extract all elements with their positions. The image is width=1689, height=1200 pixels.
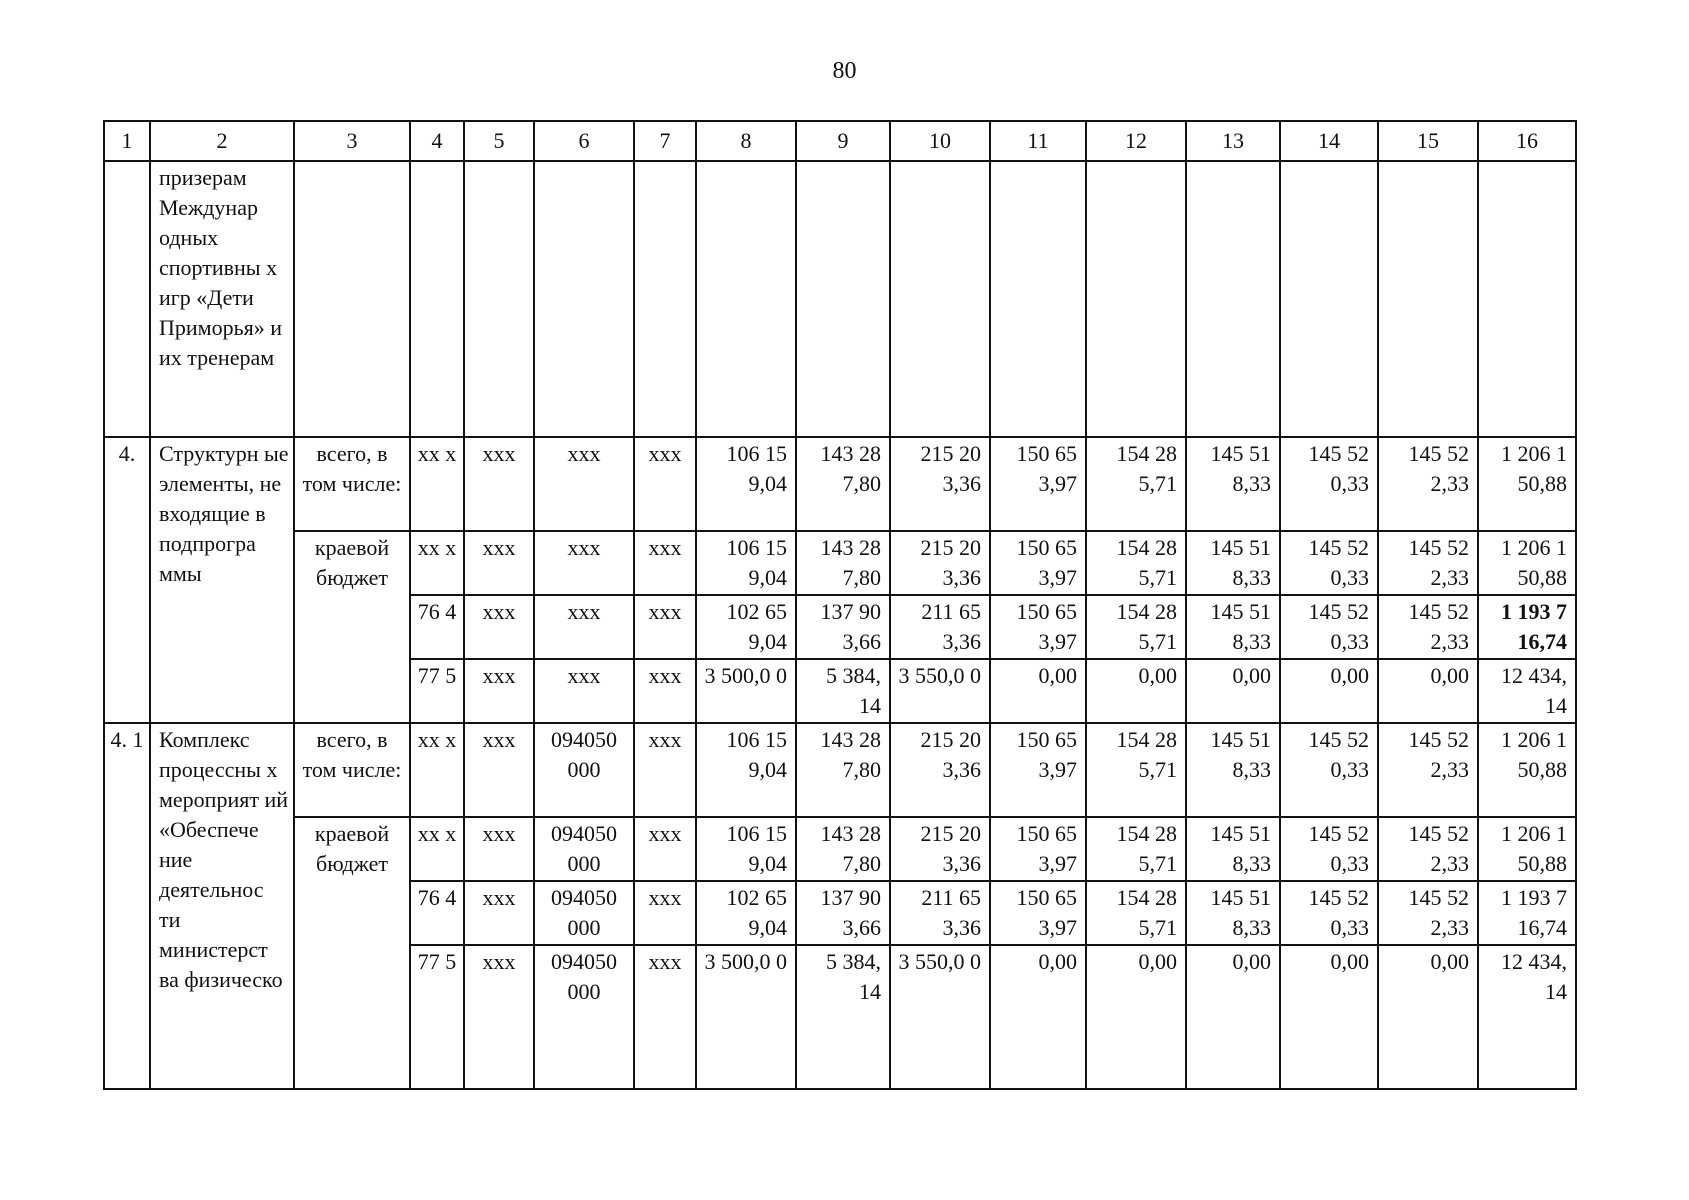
- code-cell: 77 5: [410, 659, 464, 723]
- value-cell: 3 500,0 0: [696, 659, 796, 723]
- value-cell: 150 65 3,97: [990, 817, 1086, 881]
- table-cell: [890, 161, 990, 437]
- value-cell: 154 28 5,71: [1086, 817, 1186, 881]
- header-cell: 3: [294, 121, 410, 161]
- table-cell: [696, 161, 796, 437]
- code-cell: ххх: [534, 437, 634, 531]
- value-cell: 154 28 5,71: [1086, 881, 1186, 945]
- continuation-text: призерам Междунар одных спортивны х игр «Дети Приморья» и их тренерам: [150, 161, 294, 437]
- value-cell: 145 52 0,33: [1280, 881, 1378, 945]
- table-cell: [1478, 161, 1576, 437]
- value-cell: 150 65 3,97: [990, 595, 1086, 659]
- code-cell: ххх: [634, 817, 696, 881]
- header-cell: 8: [696, 121, 796, 161]
- header-cell: 12: [1086, 121, 1186, 161]
- header-row: [104, 121, 1576, 161]
- value-cell: 145 52 2,33: [1378, 531, 1478, 595]
- value-cell: 145 52 0,33: [1280, 437, 1378, 531]
- table-cell: [796, 161, 890, 437]
- code-cell: ххх: [464, 945, 534, 1089]
- value-cell: 145 51 8,33: [1186, 437, 1280, 531]
- header-cell: 13: [1186, 121, 1280, 161]
- header-cell: 5: [464, 121, 534, 161]
- code-cell: хх х: [410, 437, 464, 531]
- value-cell: 1 193 7 16,74: [1478, 595, 1576, 659]
- code-cell: ххх: [534, 595, 634, 659]
- value-cell: 0,00: [1186, 945, 1280, 1089]
- code-cell: ххх: [464, 659, 534, 723]
- code-cell: ххх: [634, 531, 696, 595]
- value-cell: 3 550,0 0: [890, 659, 990, 723]
- value-cell: 145 52 2,33: [1378, 881, 1478, 945]
- table-cell: [1378, 161, 1478, 437]
- header-cell: 10: [890, 121, 990, 161]
- value-cell: 12 434, 14: [1478, 659, 1576, 723]
- header-cell: 7: [634, 121, 696, 161]
- value-cell: 137 90 3,66: [796, 595, 890, 659]
- source-cell: всего, в том числе:: [294, 723, 410, 817]
- value-cell: 145 52 2,33: [1378, 437, 1478, 531]
- value-cell: 145 52 0,33: [1280, 723, 1378, 817]
- source-cell: краевой бюджет: [294, 817, 410, 1089]
- value-cell: 150 65 3,97: [990, 531, 1086, 595]
- value-cell: 137 90 3,66: [796, 881, 890, 945]
- value-cell: 145 52 0,33: [1280, 531, 1378, 595]
- code-cell: ххх: [634, 723, 696, 817]
- value-cell: 211 65 3,36: [890, 881, 990, 945]
- table-cell: [294, 161, 410, 437]
- code-cell: хх х: [410, 723, 464, 817]
- header-cell: 1: [104, 121, 150, 161]
- code-cell: ххх: [464, 817, 534, 881]
- value-cell: 143 28 7,80: [796, 531, 890, 595]
- value-cell: 145 51 8,33: [1186, 881, 1280, 945]
- table-cell: [410, 161, 464, 437]
- header-cell: 16: [1478, 121, 1576, 161]
- value-cell: 150 65 3,97: [990, 881, 1086, 945]
- code-cell: 76 4: [410, 595, 464, 659]
- value-cell: 154 28 5,71: [1086, 595, 1186, 659]
- row-number: 4. 1: [104, 723, 150, 1089]
- source-cell: краевой бюджет: [294, 531, 410, 723]
- value-cell: 3 500,0 0: [696, 945, 796, 1089]
- continuation-row: [104, 161, 1576, 437]
- value-cell: 145 52 0,33: [1280, 595, 1378, 659]
- code-cell: ххх: [464, 723, 534, 817]
- value-cell: 0,00: [990, 945, 1086, 1089]
- row-name: Структурн ые элементы, не входящие в подпрогра ммы: [150, 437, 294, 723]
- table-row: [104, 437, 1576, 531]
- value-cell: 1 206 1 50,88: [1478, 531, 1576, 595]
- value-cell: 3 550,0 0: [890, 945, 990, 1089]
- value-cell: 143 28 7,80: [796, 723, 890, 817]
- value-cell: 145 51 8,33: [1186, 595, 1280, 659]
- header-cell: 9: [796, 121, 890, 161]
- value-cell: 1 206 1 50,88: [1478, 817, 1576, 881]
- table-cell: [1280, 161, 1378, 437]
- code-cell: 094050 000: [534, 945, 634, 1089]
- header-cell: 4: [410, 121, 464, 161]
- code-cell: хх х: [410, 817, 464, 881]
- value-cell: 215 20 3,36: [890, 437, 990, 531]
- code-cell: хх х: [410, 531, 464, 595]
- value-cell: 145 52 0,33: [1280, 817, 1378, 881]
- value-cell: 215 20 3,36: [890, 531, 990, 595]
- code-cell: ххх: [634, 437, 696, 531]
- value-cell: 154 28 5,71: [1086, 437, 1186, 531]
- value-cell: 145 52 2,33: [1378, 595, 1478, 659]
- source-cell: всего, в том числе:: [294, 437, 410, 531]
- code-cell: ххх: [634, 659, 696, 723]
- value-cell: 0,00: [1378, 945, 1478, 1089]
- value-cell: 106 15 9,04: [696, 723, 796, 817]
- value-cell: 0,00: [990, 659, 1086, 723]
- value-cell: 0,00: [1086, 945, 1186, 1089]
- value-cell: 215 20 3,36: [890, 817, 990, 881]
- value-cell: 1 193 7 16,74: [1478, 881, 1576, 945]
- table-cell: [534, 161, 634, 437]
- table-cell: [1186, 161, 1280, 437]
- value-cell: 154 28 5,71: [1086, 723, 1186, 817]
- value-cell: 0,00: [1280, 659, 1378, 723]
- code-cell: ххх: [464, 437, 534, 531]
- page-number: 80: [832, 58, 857, 84]
- value-cell: 102 65 9,04: [696, 881, 796, 945]
- value-cell: 106 15 9,04: [696, 437, 796, 531]
- value-cell: 5 384, 14: [796, 659, 890, 723]
- table-row: [104, 531, 1576, 595]
- code-cell: ххх: [534, 659, 634, 723]
- value-cell: 211 65 3,36: [890, 595, 990, 659]
- value-cell: 145 51 8,33: [1186, 817, 1280, 881]
- table-cell: [104, 161, 150, 437]
- table-cell: [990, 161, 1086, 437]
- value-cell: 145 51 8,33: [1186, 723, 1280, 817]
- value-cell: 12 434, 14: [1478, 945, 1576, 1089]
- value-cell: 0,00: [1280, 945, 1378, 1089]
- code-cell: ххх: [534, 531, 634, 595]
- code-cell: ххх: [634, 881, 696, 945]
- header-cell: 2: [150, 121, 294, 161]
- table-cell: [464, 161, 534, 437]
- value-cell: 102 65 9,04: [696, 595, 796, 659]
- value-cell: 143 28 7,80: [796, 817, 890, 881]
- value-cell: 215 20 3,36: [890, 723, 990, 817]
- code-cell: 094050 000: [534, 881, 634, 945]
- header-cell: 15: [1378, 121, 1478, 161]
- value-cell: 143 28 7,80: [796, 437, 890, 531]
- header-cell: 11: [990, 121, 1086, 161]
- table-cell: [634, 161, 696, 437]
- table-row: [104, 723, 1576, 817]
- code-cell: ххх: [634, 945, 696, 1089]
- value-cell: 145 52 2,33: [1378, 817, 1478, 881]
- code-cell: ххх: [464, 531, 534, 595]
- value-cell: 106 15 9,04: [696, 817, 796, 881]
- value-cell: 1 206 1 50,88: [1478, 437, 1576, 531]
- header-cell: 14: [1280, 121, 1378, 161]
- value-cell: 0,00: [1186, 659, 1280, 723]
- code-cell: ххх: [464, 881, 534, 945]
- header-cell: 6: [534, 121, 634, 161]
- code-cell: 094050 000: [534, 723, 634, 817]
- row-number: 4.: [104, 437, 150, 723]
- value-cell: 106 15 9,04: [696, 531, 796, 595]
- code-cell: ххх: [464, 595, 534, 659]
- value-cell: 150 65 3,97: [990, 437, 1086, 531]
- row-name: Комплекс процессны х мероприят ий «Обеспече ние деятельнос ти министерст ва физическо: [150, 723, 294, 1089]
- table-cell: [1086, 161, 1186, 437]
- budget-table: [103, 120, 1577, 1090]
- value-cell: 1 206 1 50,88: [1478, 723, 1576, 817]
- value-cell: 154 28 5,71: [1086, 531, 1186, 595]
- code-cell: 77 5: [410, 945, 464, 1089]
- value-cell: 145 52 2,33: [1378, 723, 1478, 817]
- code-cell: 76 4: [410, 881, 464, 945]
- value-cell: 0,00: [1086, 659, 1186, 723]
- code-cell: 094050 000: [534, 817, 634, 881]
- code-cell: ххх: [634, 595, 696, 659]
- value-cell: 145 51 8,33: [1186, 531, 1280, 595]
- value-cell: 150 65 3,97: [990, 723, 1086, 817]
- value-cell: 0,00: [1378, 659, 1478, 723]
- table-row: [104, 817, 1576, 881]
- value-cell: 5 384, 14: [796, 945, 890, 1089]
